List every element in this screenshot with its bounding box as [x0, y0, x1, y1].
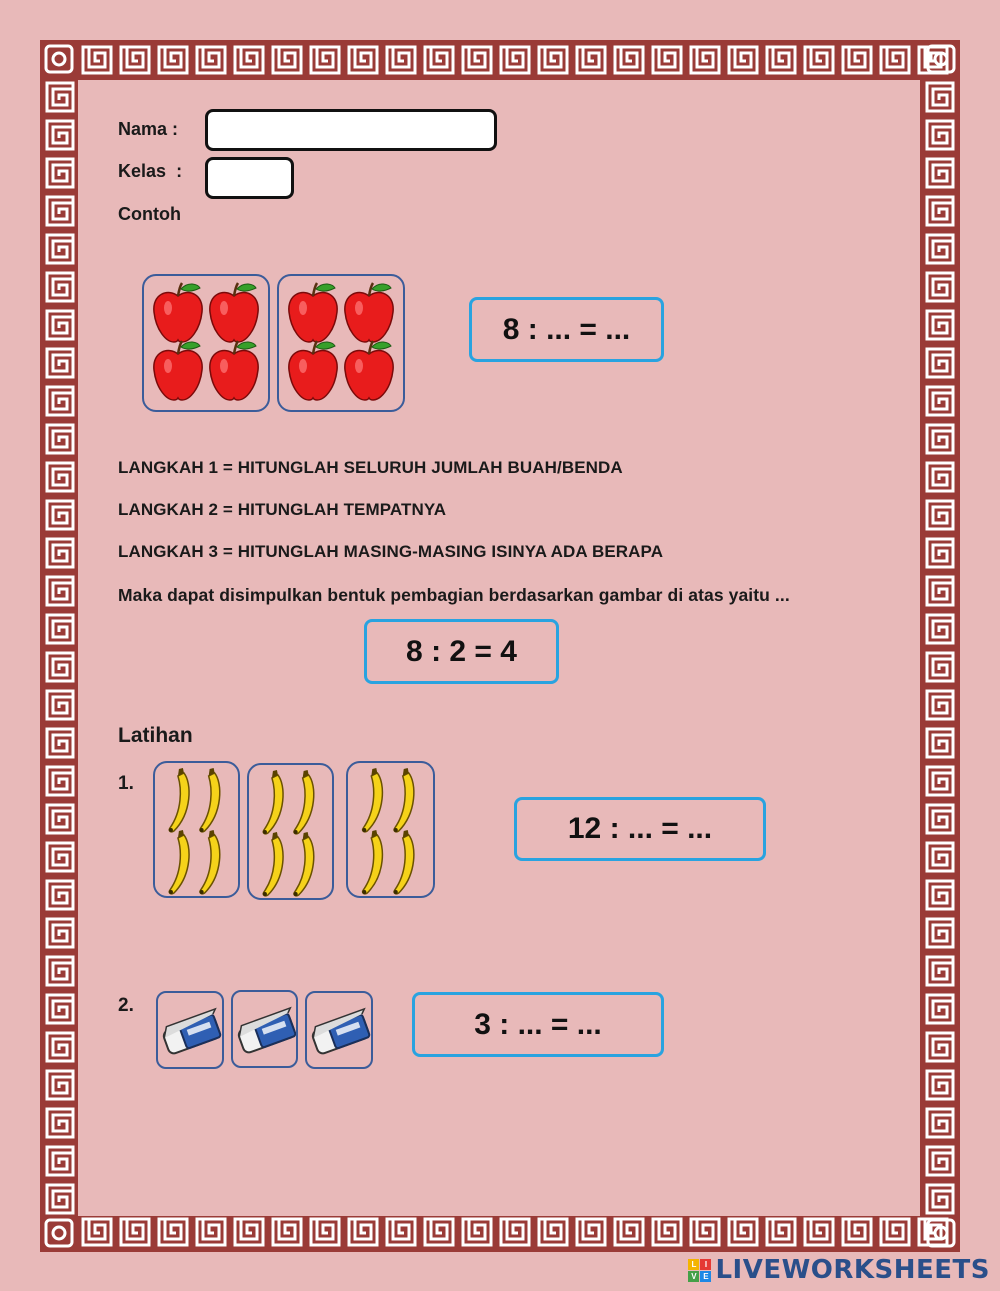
apple-group-1: [142, 274, 270, 412]
banana-group-1: [153, 761, 240, 898]
example-equation-box[interactable]: 8 : ... = ...: [469, 297, 664, 362]
name-label: Nama :: [118, 119, 179, 139]
eraser-group-2: [231, 990, 298, 1068]
example-answer-box: 8 : 2 = 4: [364, 619, 559, 684]
logo-blocks-icon: L I V E: [688, 1259, 711, 1282]
eraser-group-3: [305, 991, 373, 1069]
bananas-image: [348, 763, 433, 896]
eraser-image: [307, 993, 371, 1067]
practice-heading: Latihan: [118, 724, 193, 747]
name-input[interactable]: [205, 109, 497, 151]
question-1-number: 1.: [118, 773, 134, 794]
class-input[interactable]: [205, 157, 294, 199]
liveworksheets-logo: [688, 1255, 990, 1285]
apples-image: [144, 276, 268, 410]
eraser-image: [233, 992, 296, 1066]
question-2-equation-box[interactable]: 3 : ... = ...: [412, 992, 664, 1057]
apple-group-2: [277, 274, 405, 412]
conclusion-text: Maka dapat disimpulkan bentuk pembagian berdasarkan gambar di atas yaitu ...: [118, 585, 790, 605]
eraser-group-1: [156, 991, 224, 1069]
step-1: LANGKAH 1 = HITUNGLAH SELURUH JUMLAH BUAH/BENDA: [118, 458, 623, 477]
logo-text: LIVEWORKSHEETS: [715, 1255, 990, 1285]
step-2: LANGKAH 2 = HITUNGLAH TEMPATNYA: [118, 500, 447, 519]
banana-group-2: [247, 763, 334, 900]
apples-image: [279, 276, 403, 410]
bananas-image: [249, 765, 332, 898]
question-1-equation-box[interactable]: 12 : ... = ...: [514, 797, 766, 861]
class-label: Kelas :: [118, 161, 183, 181]
banana-group-3: [346, 761, 435, 898]
question-2-number: 2.: [118, 995, 134, 1016]
example-heading: Contoh: [118, 204, 181, 224]
eraser-image: [158, 993, 222, 1067]
step-3: LANGKAH 3 = HITUNGLAH MASING-MASING ISINYA ADA BERAPA: [118, 542, 664, 561]
bananas-image: [155, 763, 238, 896]
